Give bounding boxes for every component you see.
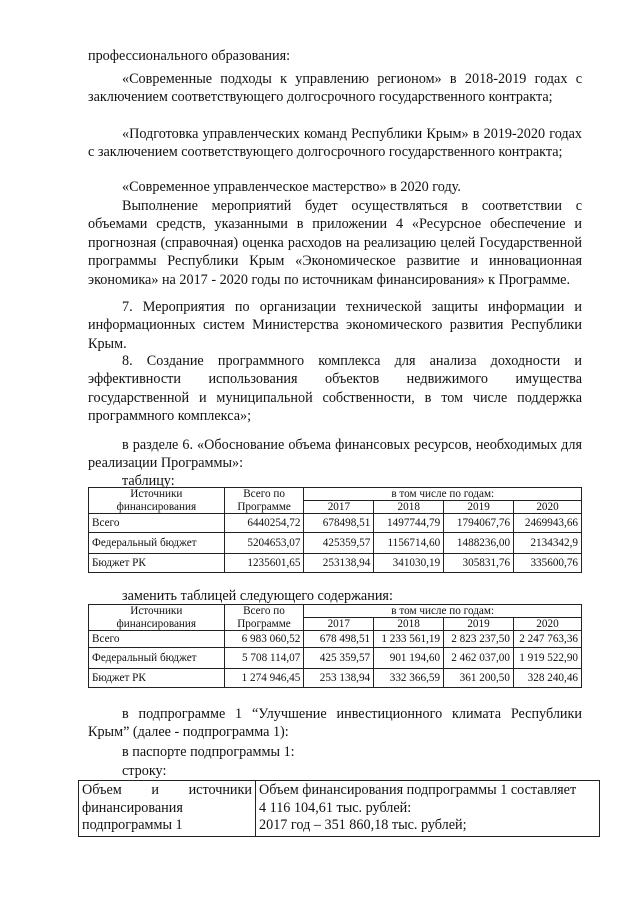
paragraph-subprogram-1: в подпрограмме 1 “Улучшение инвестиционного климата Республики Крым” (далее - подпрограмма 1): bbox=[88, 706, 582, 741]
cell-2017: 425 359,57 bbox=[304, 648, 374, 669]
passport-table bbox=[78, 780, 600, 837]
header-year: 2018 bbox=[374, 618, 444, 631]
paragraph-management-mastery: «Современное управленческое мастерство» в 2020 году. bbox=[122, 179, 461, 195]
paragraph-item-7: 7. Мероприятия по организации технической защиты информации и информационных систем Министерства экономического развития Республики Крым. bbox=[88, 299, 582, 352]
cell-2019: 1794067,76 bbox=[444, 514, 514, 533]
paragraph-passport: в паспорте подпрограммы 1: bbox=[122, 744, 295, 760]
cell-total: 6440254,72 bbox=[224, 514, 304, 533]
header-source-cont: финансирования bbox=[89, 501, 225, 514]
table-row bbox=[89, 514, 582, 533]
paragraph-row-label: строку: bbox=[122, 763, 167, 779]
cell-2018: 901 194,60 bbox=[374, 648, 444, 669]
cell-2017: 425359,57 bbox=[304, 533, 374, 554]
header-years: в том числе по годам: bbox=[304, 605, 582, 618]
row-label: Всего bbox=[89, 514, 225, 533]
cell-2019: 2 462 037,00 bbox=[444, 648, 514, 669]
row-label: Всего bbox=[89, 631, 225, 648]
header-source: Источники bbox=[89, 605, 225, 618]
table-row bbox=[89, 554, 582, 573]
paragraph-section-6: в разделе 6. «Обоснование объема финансовых ресурсов, необходимых для реализации Программы»: bbox=[88, 437, 582, 472]
header-total-cont: Программе bbox=[224, 618, 304, 631]
row-label: Бюджет РК bbox=[89, 554, 225, 573]
passport-left-cell: Объем и источники финансирования подпрограммы 1 bbox=[79, 781, 256, 837]
cell-2020: 2469943,66 bbox=[514, 514, 582, 533]
header-year: 2020 bbox=[514, 501, 582, 514]
table-row bbox=[79, 781, 600, 837]
cell-2017: 253 138,94 bbox=[304, 669, 374, 688]
cell-2017: 678498,51 bbox=[304, 514, 374, 533]
cell-2020: 1 919 522,90 bbox=[513, 648, 581, 669]
cell-2017: 678 498,51 bbox=[304, 631, 374, 648]
cell-2019: 2 823 237,50 bbox=[444, 631, 514, 648]
paragraph-management-teams: «Подготовка управленческих команд Республики Крым» в 2019-2020 годах с заключением соответствующего долгосрочного государственного контракта; bbox=[88, 126, 582, 161]
table-row bbox=[89, 631, 582, 648]
paragraph-modern-approaches: «Современные подходы к управлению регионом» в 2018-2019 годах с заключением соответствующего долгосрочного государственного контракта; bbox=[88, 71, 582, 106]
cell-2020: 2134342,9 bbox=[514, 533, 582, 554]
financing-table-new bbox=[88, 604, 582, 688]
passport-right-line: 4 116 104,61 тыс. рублей: bbox=[259, 799, 412, 816]
cell-2017: 253138,94 bbox=[304, 554, 374, 573]
paragraph-education: профессионального образования: bbox=[88, 48, 291, 64]
cell-2018: 1497744,79 bbox=[374, 514, 444, 533]
paragraph-implementation: Выполнение мероприятий будет осуществляться в соответствии с объемами средств, указанными в приложении 4 «Ресурсное обеспечение и прогнозная (справочная) оценка расходов на реализацию целей Государственной программы Республики Крым «Экономическое развитие и инновационная экономика» на 2017 - 2020 годы по источникам финансирования» к Программе. bbox=[88, 198, 582, 288]
financing-table-old bbox=[88, 487, 582, 573]
row-label: Федеральный бюджет bbox=[89, 648, 225, 669]
table-row bbox=[89, 669, 582, 688]
cell-2018: 1156714,60 bbox=[374, 533, 444, 554]
cell-2020: 2 247 763,36 bbox=[513, 631, 581, 648]
cell-2019: 305831,76 bbox=[444, 554, 514, 573]
cell-2018: 332 366,59 bbox=[374, 669, 444, 688]
cell-2019: 1488236,00 bbox=[444, 533, 514, 554]
row-label: Бюджет РК bbox=[89, 669, 225, 688]
table-row bbox=[89, 648, 582, 669]
cell-2018: 341030,19 bbox=[374, 554, 444, 573]
passport-right-line: 2017 год – 351 860,18 тыс. рублей; bbox=[259, 817, 467, 833]
header-years: в том числе по годам: bbox=[304, 488, 582, 501]
paragraph-item-8: 8. Создание программного комплекса для анализа доходности и эффективности использования объектов недвижимого имущества государственной и муниципальной собственности, в том числе поддержка программного комплекса»; bbox=[88, 353, 582, 425]
header-total: Всего по bbox=[224, 488, 304, 501]
header-source: Источники bbox=[89, 488, 225, 501]
paragraph-table-label: таблицу: bbox=[122, 473, 175, 489]
header-year: 2017 bbox=[304, 618, 374, 631]
cell-2020: 335600,76 bbox=[514, 554, 582, 573]
row-label: Федеральный бюджет bbox=[89, 533, 225, 554]
cell-total: 5204653,07 bbox=[224, 533, 304, 554]
passport-right-cell bbox=[256, 781, 600, 837]
header-source-cont: финансирования bbox=[89, 618, 225, 631]
cell-2019: 361 200,50 bbox=[444, 669, 514, 688]
paragraph-replace-table: заменить таблицей следующего содержания: bbox=[122, 588, 393, 604]
cell-total: 6 983 060,52 bbox=[224, 631, 304, 648]
header-total: Всего по bbox=[224, 605, 304, 618]
header-year: 2017 bbox=[304, 501, 374, 514]
cell-total: 5 708 114,07 bbox=[224, 648, 304, 669]
passport-right-line: Объем финансирования подпрограммы 1 составляет bbox=[259, 782, 577, 798]
header-total-cont: Программе bbox=[224, 501, 304, 514]
table-row bbox=[89, 533, 582, 554]
header-year: 2020 bbox=[513, 618, 581, 631]
header-year: 2018 bbox=[374, 501, 444, 514]
cell-total: 1 274 946,45 bbox=[224, 669, 304, 688]
cell-2018: 1 233 561,19 bbox=[374, 631, 444, 648]
header-year: 2019 bbox=[444, 618, 514, 631]
header-year: 2019 bbox=[444, 501, 514, 514]
cell-total: 1235601,65 bbox=[224, 554, 304, 573]
cell-2020: 328 240,46 bbox=[513, 669, 581, 688]
